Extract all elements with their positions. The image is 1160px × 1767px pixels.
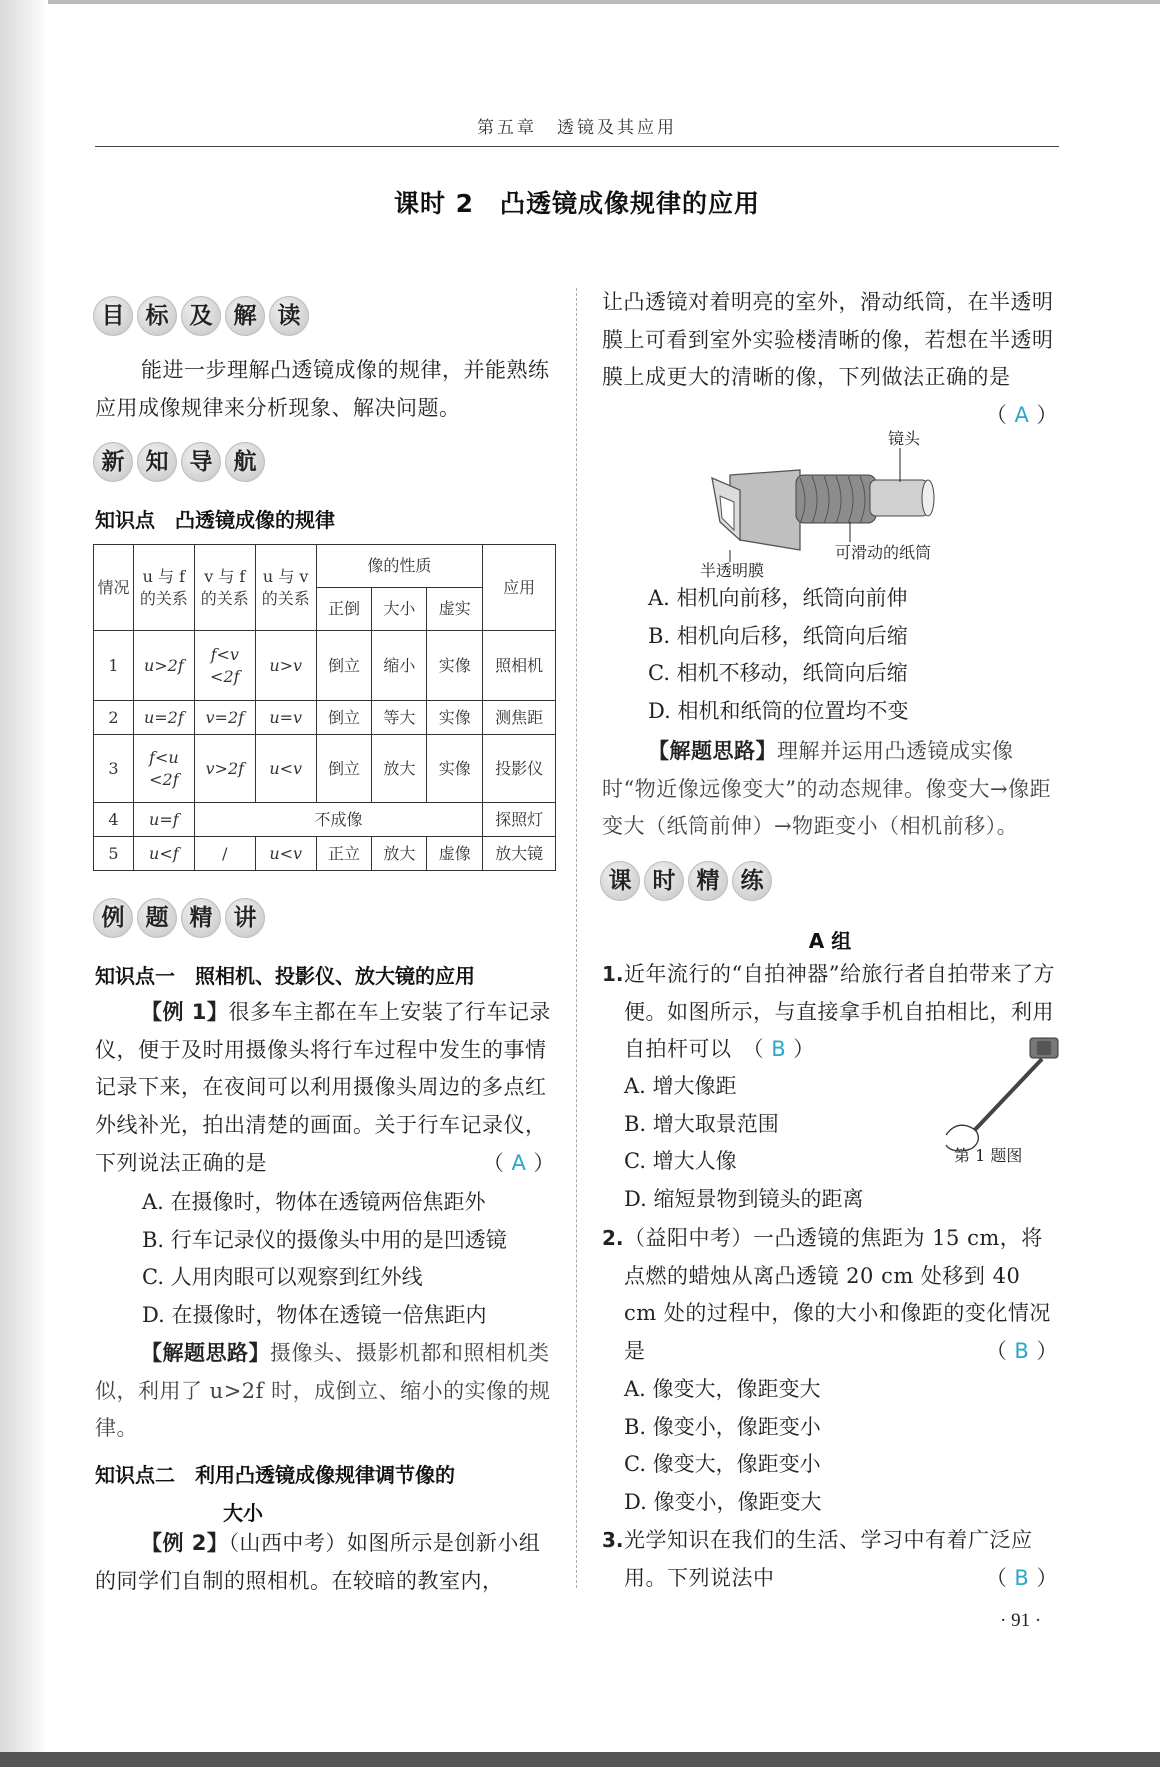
section-char: 讲 [225,898,265,938]
example-2-options [648,580,1058,731]
section-char: 航 [225,442,265,482]
option: C. 人用肉眼可以观察到红外线 [142,1265,423,1290]
section-char: 例 [93,898,133,938]
example-1: 【例 1】很多车主都在车上安装了行车记录仪，便于及时用摄像头将行车过程中发生的事情记录下来，在夜间可以利用摄像头周边的多点红外线补光，拍出清楚的画面。关于行车记录仪，下列说法正确的是 （ A ） [95,1000,555,1175]
example-2-analysis: 【解题思路】理解并运用凸透镜成实像时“物近像远像变大”的动态规律。像变大→像距变大（纸筒前伸）→物距变小（相机前移）。 [602,739,1052,839]
table-row: 5 u<f / u<v 正立 放大 虚像 放大镜 [94,837,556,871]
option: C. 相机不移动，纸筒向后缩 [648,661,908,686]
option: B. 增大取景范围 [624,1111,779,1136]
running-header: 第五章 透镜及其应用 [477,118,677,138]
table-row: 3 f<u <2f v>2f u<v 倒立 放大 实像 投影仪 [94,735,556,803]
option: D. 在摄像时，物体在透镜一倍焦距内 [142,1303,487,1328]
section-char: 精 [181,898,221,938]
answer: B [1014,1339,1030,1364]
option: D. 像变小，像距变大 [624,1490,822,1515]
bottom-edge [0,1752,1160,1767]
question-1: 1. 近年流行的“自拍神器”给旅行者自拍带来了方便。如图所示，与直接拿手机自拍相比，利用自拍杆可以 （ B ） [602,962,1055,1062]
table-row: 4 u=f 不成像 探照灯 [94,803,556,837]
section-nav [93,442,265,486]
section-char: 新 [93,442,133,482]
th-size: 大小 [372,588,427,631]
section-char: 导 [181,442,221,482]
option: D. 相机和纸筒的位置均不变 [648,699,909,724]
th-app: 应用 [483,545,556,631]
th-orient: 正倒 [316,588,372,631]
page-shadow [0,0,48,1767]
header-rule [95,146,1059,147]
section-char: 时 [644,861,684,901]
goal-text: 能进一步理解凸透镜成像的规律，并能熟练应用成像规律来分析现象、解决问题。 [95,358,550,420]
answer: B [771,1037,787,1062]
table-row: 1 u>2f f<v <2f u>v 倒立 缩小 实像 照相机 [94,631,556,701]
section-char: 目 [93,296,133,336]
answer: A [1014,403,1030,428]
option: B. 相机向后移，纸筒向后缩 [648,623,908,648]
option: C. 像变大，像距变小 [624,1452,821,1477]
section-char: 精 [688,861,728,901]
page-title: 课时 2 凸透镜成像规律的应用 [393,189,761,218]
question-3: 3. 光学知识在我们的生活、学习中有着广泛应用。下列说法中 （ B ） [602,1528,1058,1590]
section-char: 知 [137,442,177,482]
section-char: 标 [137,296,177,336]
answer: B [1014,1565,1030,1590]
group-label: A 组 [808,929,852,953]
kp1-title: 知识点一 照相机、投影仪、放大镜的应用 [95,964,475,988]
section-char: 练 [732,861,772,901]
kp-title: 知识点 凸透镜成像的规律 [95,508,335,532]
example-1-analysis: 【解题思路】摄像头、摄影机都和照相机类似，利用了 u>2f 时，成倒立、缩小的实像的规律。 [95,1341,551,1441]
question-1-options [624,1068,904,1219]
option: B. 像变小，像距变小 [624,1414,821,1439]
section-practice [600,861,772,905]
camera-figure [700,430,960,585]
column-divider [576,288,577,1588]
kp2-title: 知识点二 利用凸透镜成像规律调节像的 大小 [95,1463,455,1525]
example-2-start: 【例 2】（山西中考）如图所示是创新小组的同学们自制的照相机。在较暗的教室内， [95,1531,541,1593]
section-char: 读 [269,296,309,336]
th-real: 虚实 [427,588,483,631]
imaging-rules-table [93,544,556,871]
page-number: · 91 · [1000,1610,1042,1631]
question-2: 2. （益阳中考）一凸透镜的焦距为 15 cm，将点燃的蜡烛从离凸透镜 20 cm 处移到 40 cm 处的过程中，像的大小和像距的变化情况是 （ B ） [602,1226,1058,1364]
option: D. 缩短景物到镜头的距离 [624,1187,864,1212]
option: A. 在摄像时，物体在透镜两倍焦距外 [142,1190,486,1214]
label-film: 半透明膜 [700,561,765,580]
answer: A [511,1150,527,1175]
example-1-options [142,1184,562,1335]
selfie-stick-figure [942,1035,1062,1165]
section-char: 解 [225,296,265,336]
option: A. 像变大，像距变大 [624,1377,821,1401]
label-lens: 镜头 [888,430,921,448]
section-char: 题 [137,898,177,938]
option: A. 相机向前移，纸筒向前伸 [648,586,908,610]
section-examples [93,898,265,942]
label-tube: 可滑动的纸筒 [835,543,932,562]
section-goals [93,296,309,340]
th-nature: 像的性质 [316,545,483,588]
table-row: 2 u=2f v=2f u=v 倒立 等大 实像 测焦距 [94,701,556,735]
example-2-continued: 让凸透镜对着明亮的室外，滑动纸筒，在半透明膜上可看到室外实验楼清晰的像，若想在半透明膜上成更大的清晰的像，下列做法正确的是 （ A ） [602,290,1058,428]
option: C. 增大人像 [624,1149,737,1174]
option: A. 增大像距 [624,1074,737,1098]
question-2-options [624,1371,1054,1522]
th-vf: v 与 f 的关系 [194,545,255,631]
th-case: 情况 [94,545,134,631]
fig-caption: 第 1 题图 [954,1146,1023,1165]
th-uf: u 与 f 的关系 [133,545,194,631]
section-char: 及 [181,296,221,336]
section-char: 课 [600,861,640,901]
top-edge [0,0,1160,4]
option: B. 行车记录仪的摄像头中用的是凹透镜 [142,1227,507,1252]
th-uv: u 与 v 的关系 [255,545,316,631]
